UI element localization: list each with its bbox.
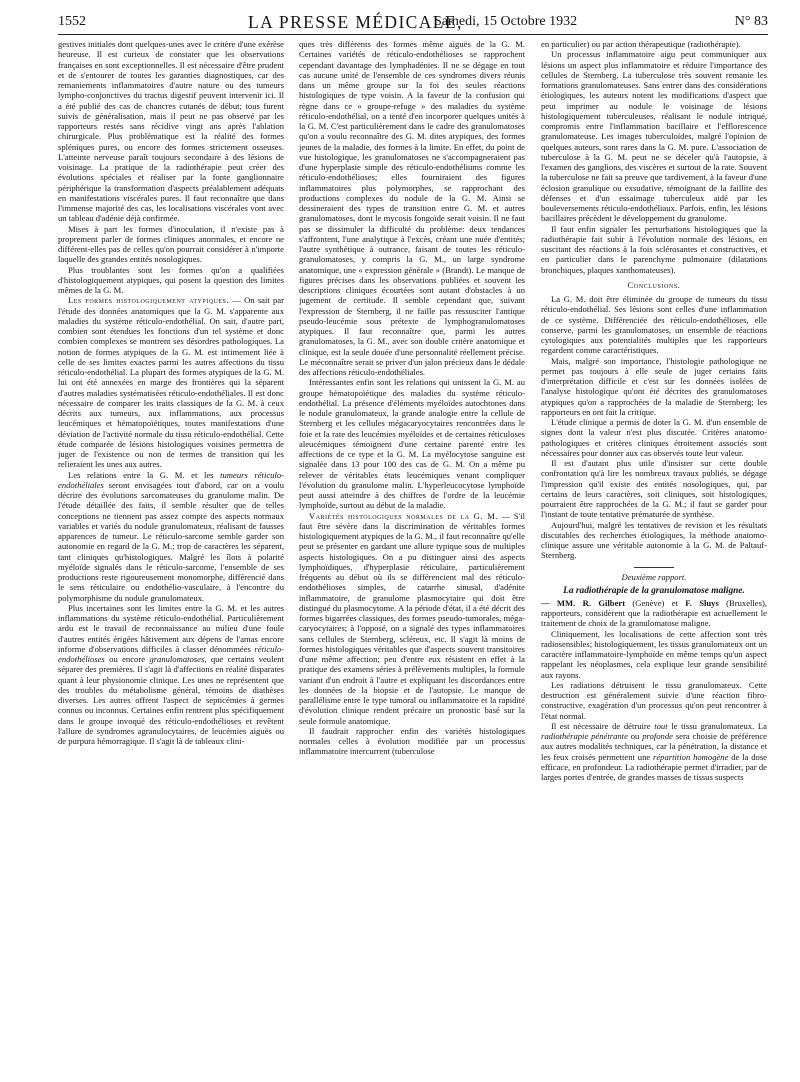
header-rule: [58, 34, 768, 35]
issue-date: Samedi, 15 Octobre 1932: [434, 14, 578, 29]
journal-title: LA PRESSE MÉDICALE,: [248, 12, 463, 32]
paragraph: Mises à part les formes d'inoculation, il n'existe pas à proprement parler de formes cliniques anormales, et encore ne différent-elles pas de celles qu'on pourrait considérer à n'importe laquelle des grandes entités nosologiques.: [58, 223, 284, 265]
paragraph: La G. M. doit être éliminée du groupe de tumeurs du tissu réticulo-endothélial. Ses lésions sont celles d'une inflammation de ce système. Différenciée des réticulo-endothélioses, elle conserve, parmi les granulomatoses, un ensemble de réactions cytologiques aux potentialités multiples que les rapporteurs regardent comme caractéristiques.: [541, 294, 767, 356]
paragraph: Cliniquement, les localisations de cette affection sont très radiosensibles; histologiquement, les tissus granulomateux ont un caractère inflammatoire-lymphoïde en même temps qu'un aspect rappelant les néoplasmes, cela explique leur grande sensibilité aux rayons.: [541, 628, 767, 680]
paragraph: en particulier) ou par action thérapeutique (radiothérapie).: [541, 39, 741, 49]
paragraph-text: seront envisagées tout d'abord, car on a voulu décrire des évolutions sarcomateuses du granulome malin. De l'étude détaillée des faits, il semble résulter que de telles conceptions ne tiennent pas assez compte des aspects normaux variables et variés du nodule granulomateux, réalisant de fausses apparences de tumeur. Le réticulo-sarcome semble garder son autonomie en regard de la G. M.; trop de caractères les séparent, tant cliniques qu'histologiques. Malgré les îlots à polarité myéloïde signalés dans le réticulo-sarcome, l'ensemble de ses productions reste rigoureusement monomorphe, différencié dans le sens réticulaire ou endothélio-vasculaire, à l'encontre du polymorphisme du nodule granulomateux.: [58, 479, 284, 603]
paragraph: [58, 295, 284, 469]
conclusions-heading: Conclusions.: [627, 279, 681, 290]
paragraph: ques très différents des formes même aiguës de la G. M. Certaines variétés de réticulo-endothélioses se rapprochent cependant davantage des lymphadénies. Il ne se dégage en tout cas aucune unité de l'ensemble de ces syndromes divers réunis dans un même groupe sur la foi des seules réactions histologiques de type voisin. A la faveur de la confusion qui règne dans ce « groupe-refuge » des maladies du système réticulo-endothélial, on a tenté d'en incorporer quelques unités à la G. M. C'est particulièrement dans le cadre des granulomatoses qu'on a voulu reconnaître des G. M. dites atypiques, des formes jeunes de la maladie, des formes à la limite. En effet, du point de vue histologique, les granulomatoses ne s'accompagneraient pas d'une hyperplasie simple des réticulo-endothéliums comme les réticulo-endothélioses; elles fourniraient des figures inflammatoires plus polymorphes, se rapprochant des productions complexes du nodule de la G. M. Ainsi se dessineraient des types de transition entre G. M. et autres granulomatoses, dont le mycosis fongoïde serait voisin. Il ne faut pas se dissimuler la difficulté du problème: deux tendances s'affrontent, l'une analytique à l'excès, créant une nuée d'entités; l'autre synthétique à outrance, faisant de toutes les réticulo-granulomatoses, y compris la G. M., un large syndrome anatomique, une « expression générale » (Brandt). Le manque de figures précises dans les observations publiées et souvent les descriptions cliniques écourtées sont autant d'obstacles à un jugement de certitude. Il semble cependant que, suivant l'expression de Sternberg, il ne faille pas ressusciter l'antique pseudo-leucémie sous prétexte de lymphogranulomatoses atypiques. Il faut reconnaître que, parmi les autres granulomatoses, la G. M., avec son double critère anatomique et clinique, est la seule douée d'une personnalité réellement précise. Le méconnaître serait se priver d'un jalon précieux dans le dédale des affections réticulo-endothéliales.: [299, 39, 525, 377]
paragraph-text: Plus incertaines sont les limites entre la G. M. et les autres inflammations du système réticulo-endothélial. Particulièrement ardu est le travail de reconnaissance au milieu d'une foule d'autres entités érigées hâtivement aux dépens de l'amas encore informe d'observations difficiles à classer dénommées: [58, 602, 284, 654]
rapport-label: Deuxième rapport.: [621, 571, 687, 582]
section-divider: [634, 567, 674, 568]
paragraph-text: , que certains veulent séparer des premières. Il s'agit là d'affections en réalité disparates quant à leur physionomie clinique. Les unes ne représentent que des troubles du métabolisme général, témoins de diathèses diverses. Les autres offrent l'aspect de septicémies à germes connus ou inconnus. Certaines enfin rentrent plus spécifiquement dans le groupe invoqué des réticulo-endothélioses et revêtent l'allure de syndromes agranulocytaires, de leucémies aiguës ou de purpura hémorragique. Il s'agit là de tableaux clini-: [58, 654, 284, 746]
paragraph: Il faudrait rapprocher enfin des variétés histologiques normales celles à évolution modifiée par un processus inflammatoire intercurrent (tuberculose: [299, 725, 525, 757]
paragraph: Intéressantes enfin sont les relations qui unissent la G. M. au groupe hématopoïétique des maladies du système réticulo-endothélial. La présence d'éléments myéloïdes autochtones dans le nodule granulomateux, la grande analogie entre la cellule de Sternberg et les cellules mégacaryocytaires rencontrées dans le foie et la rate des leucémies myéloïdes et de certaines réticuloses aleucémiques témoignent d'une certaine parenté entre les affections de ce type et la G. M. La myélocytose sanguine est signalée dans 13 pour 100 des cas de G. M. On a même pu relever de véritables états leucémiques venant compliquer l'évolution du granulome malin. L'hyperleucocytose lymphoïde peut aussi atteindre à des chiffres de l'ordre de la leucémie lymphoïde, surtout au début de la maladie.: [299, 377, 525, 511]
author-name: F. Sluys: [685, 597, 719, 608]
paragraph-text: Il est nécessaire de détruire: [551, 720, 655, 731]
paragraph-text: de la dose efficace, en profondeur. La radiothérapie permet d'irradier, par de larges portes d'entrée, de grandes masses de tissus suspects: [541, 751, 767, 782]
italic-term: granulomatoses: [149, 654, 205, 664]
paragraph: Mais, malgré son importance, l'histologie pathologique ne permet pas toujours à elle seule de juger certains faits d'interprétation difficile et c'est sur les données isolées de l'analyse histologique qu'ont été décrites des granulomatoses atypiques qu'on a rapprochées de la maladie de Sternberg; les rapporteurs en ont fait la critique.: [541, 355, 767, 417]
paragraph: [58, 470, 284, 603]
page-number: 1552: [58, 14, 86, 29]
paragraph: L'étude clinique a permis de doter la G. M. d'un ensemble de signes dont la valeur n'est plus discutée. Critères anatomo-pathologiques et critères cliniques étroitement associés sont nécessaires pour donner aux cas observés toute leur valeur.: [541, 417, 767, 458]
rapport-title: La radiothérapie de la granulomatose maligne.: [563, 585, 745, 596]
paragraph: Plus troublantes sont les formes qu'on a qualifiées d'histologiquement atypiques, qui posent la question des limites mêmes de la G. M.: [58, 264, 284, 295]
paragraph: Aujourd'hui, malgré les tentatives de revision et les résultats discutables des recherches étiologiques, la méthode anatomo-clinique assure une véritable autonomie à la G. M. de Paltauf-Sternberg.: [541, 519, 767, 561]
italic-term: répartition homogène: [653, 751, 729, 762]
paragraph: [58, 603, 284, 747]
section-heading-varietes: Variétés histologiques normales de la G. M.: [309, 510, 498, 521]
paragraph: Il est d'autant plus utile d'insister sur cette double confrontation qu'à lire les nombreux travaux publiés, se dégage l'impression qu'il existe des entités nosologiques, qui, par certains de leurs caractères, soit cliniques, soit histologiques, pourraient être rapprochées de la G. M.; il faut se garder pour l'instant de toute tentative prématurée de synthèse.: [541, 458, 767, 520]
paragraph-text: (Genève) et: [625, 597, 686, 608]
paragraph-text: ou encore: [104, 654, 150, 664]
paragraph: [299, 511, 525, 726]
paragraph-text: sera choisie de préférence aux autres modalités techniques, car la pénétration, la distance et les feux croisés permettent une: [541, 731, 767, 762]
italic-term: tout: [654, 720, 668, 731]
issue-number: N° 83: [734, 14, 768, 29]
paragraph-text: — On sait par l'étude des données anatomiques que la G. M. s'apparente aux maladies du système réticulo-endothélial. On sait, d'autre part, combien sont étendues les fonctions d'un tel système et donc combien complexes se montrent ses désordres pathologiques. La notion de formes atypiques de la G. M. est intimement liée à celle de ses limites exactes parmi les autres affections du tissu réticulo-endothélial. La plupart des formes atypiques de la G. M. lui ont été annexées en marge des frontières qui la séparent d'autres maladies systématisées réticulo-endothéliales. Il est donc nécessaire de comparer les traits classiques de la G. M. à ceux décrits aux tumeurs, aux inflammations, aux processus leucémiques et hématopoïétiques, toutes manifestations d'une déviation de l'activité normale du tissu réticulo-endothélial. Cette étude comparée de lésions histologiques voisines permettra de juger de l'existence ou non de termes de transition qui les relieraient les unes aux autres.: [58, 295, 284, 470]
author-name: — MM. R. Gilbert: [541, 597, 626, 608]
italic-term: tumeurs réticulo-endothéliales: [58, 469, 284, 490]
paragraph-text: (Bruxelles), rapporteurs, considèrent que la radiothérapie est actuellement le traitement de choix de la granulomatose maligne.: [541, 597, 767, 629]
page-header: [58, 12, 768, 34]
section-heading-atypiques: Les formes histologiquement atypiques.: [68, 295, 230, 306]
paragraph: Un processus inflammatoire aigu peut communiquer aux lésions un aspect plus inflammatoire et réduire l'importance des cellules de Sternberg. La tuberculose très souvent remanie les formations granulomateuses. Sans entrer dans des considérations étiologiques, les auteurs notent les modifications d'aspect que peut imprimer au nodule le voisinage de lésions histologiquement tuberculeuses, réalisant le nodule intriqué, compromis entre l'inflammation bacillaire et l'efflorescence granulomateuse. Les images tuberculoïdes, malgré l'opinion de quelques auteurs, sont rares dans la G. M. pure. L'association de tuberculose à la G. M. peut ne se déceler qu'à l'autopsie, à l'examen des ganglions, des viscères et surtout de la rate. Souvent la tuberculose ne fait sa preuve que tardivement, à la faveur d'une éclosion granulique ou exsudative, témoignant de la faillite des défenses et d'un essaimage tuberculeux aidé par les bouleversements réticulo-endothéliaux. Parfois, enfin, les lésions bacillaires précèdent le développement du granulome.: [541, 49, 767, 224]
paragraph-text: — S'il faut être sévère dans la discrimination de véritables formes histologiquement atypiques de la G. M., il faut reconnaître qu'elle peut se présenter en gardant une allure typique sous de multiples aspects histologiques. On a pu distinguer ainsi des aspects lymphoïdiques, d'hyperplasie réticulaire, particulièrement fréquents au début où ils se différencient mal des réticulo-endothélioses simples, de catarrhe sinusal, d'adénite inflammatoire, de granulome plasmocytaire qui doit être distingué du plasmocytome. A la période d'état, il a été décrit des formes bigarrées classiques, des formes pseudo-tumorales, méga-caryocytaires; à l'opposé, on a signalé des types inflammatoires sans cellules de Sternberg, scléreux, etc. Il s'agit là moins de formes histologiques véritables que d'aspects souvent transitoires d'une même affection; peu d'entre eux résistent en effet à la pratique des examens séries à prélèvements multiples, la formule variant d'un endroit à l'autre et expliquant les discordances entre les données de la biopsie et de l'autopsie. Le manque de parallélisme entre le type tumoral ou inflammatoire et la rapidité d'évolution clinique rendent précaire un pronostic basé sur la seule formule anatomique.: [299, 510, 525, 726]
italic-term: profonde: [642, 731, 673, 741]
paragraph-text: ou: [627, 731, 643, 741]
paragraph: Les radiations détruisent le tissu granulomateux. Cette destruction est généralement suivie d'une réaction fibro-constructive, exagération d'un processus qu'on peut rencontrer à l'état normal.: [541, 679, 767, 721]
column-1: [58, 39, 284, 1071]
paragraph: [541, 721, 767, 783]
paragraph: Il faut enfin signaler les perturbations histologiques que la radiothérapie fait subir à l'évolution normale des lésions, en suscitant des réactions à la fois sclérosantes et constructives, et en particulier dans le parenchyme pulmonaire (dilatations bronchiques, plaques xanthomateuses).: [541, 223, 767, 275]
paragraph: [541, 598, 767, 629]
italic-term: radiothérapie pénétrante: [541, 731, 628, 741]
italic-term: réticulo-endothélioses: [58, 643, 284, 664]
paragraph-text: le tissu granulomateux. La: [667, 720, 767, 731]
column-2: [299, 39, 525, 1071]
paragraph: gestives initiales dont quelques-unes avec le critère d'une exérèse heureuse. Il est curieux de constater que les observations françaises en sont exceptionnelles. Il est nécessaire d'être prudent et de s'entourer de toutes les garanties diagnostiques, car des remaniements inflammatoires d'autre nature ou des tumeurs lympho-conjonctives du tractus digestif peuvent intervenir ici. Il a été publié des cas de chancres cutanés de début; tous furent suivis de généralisation, mais il peut ne pas observé par les rapporteurs restés sans récidive vingt ans après l'ablation chirurgicale. Plus problématique est la réalité des formes spléniques pures, ou encore des formes strictement osseuses. L'atteinte nerveuse paraît toujours secondaire à des lésions de voisinage. La pratique de la radiothérapie peut créer des évolutions spéciales et réaliser par la fonte ganglionnaire périphérique la transformation d'aspects préalablement adéquats en manifestations viscérales pures. Il faut reconnaître que dans l'immense majorité des cas, les localisations viscérales vont avec un tableau d'adénie déjà confirmée.: [58, 39, 284, 224]
paragraph-text: Les relations entre la G. M. et les: [68, 469, 221, 480]
column-3: [541, 39, 767, 1071]
